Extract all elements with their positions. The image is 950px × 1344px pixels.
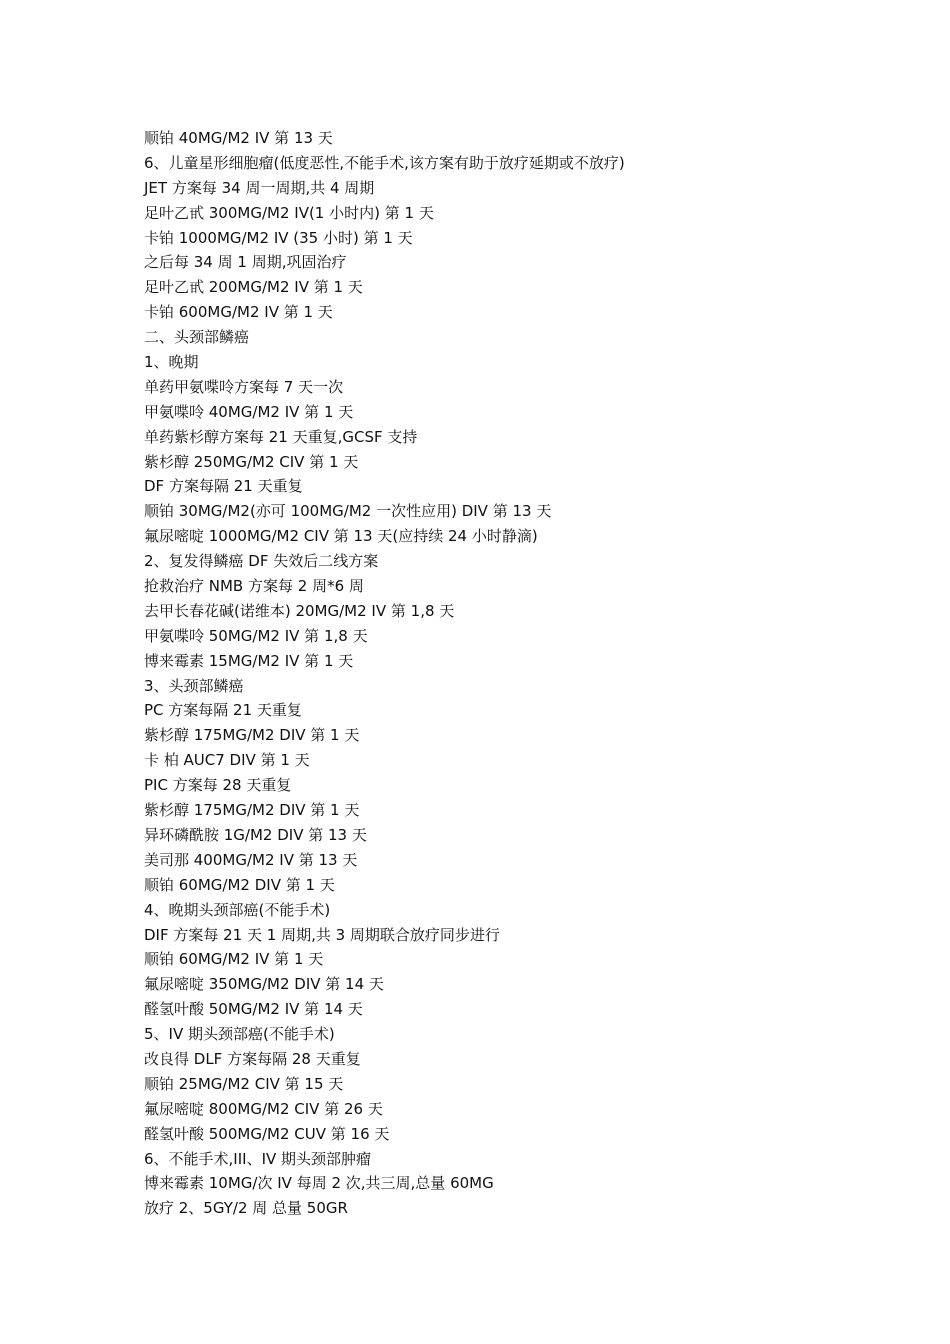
text-line: 6、不能手术,III、IV 期头颈部肿瘤 <box>144 1149 372 1168</box>
text-line: 紫杉醇 175MG/M2 DIV 第 1 天 <box>144 801 360 820</box>
text-line: 紫杉醇 250MG/M2 CIV 第 1 天 <box>144 452 359 471</box>
text-line: 醛氢叶酸 500MG/M2 CUV 第 16 天 <box>144 1124 390 1143</box>
text-line: 1、晚期 <box>144 353 199 372</box>
text-line: 单药甲氨喋呤方案每 7 天一次 <box>144 377 344 396</box>
text-line: 4、晚期头颈部癌(不能手术) <box>144 900 331 919</box>
text-line: 氟尿嘧啶 1000MG/M2 CIV 第 13 天(应持续 24 小时静滴) <box>144 527 538 546</box>
text-line: PIC 方案每 28 天重复 <box>144 776 292 795</box>
text-line: DIF 方案每 21 天 1 周期,共 3 周期联合放疗同步进行 <box>144 925 500 944</box>
text-line: 5、IV 期头颈部癌(不能手术) <box>144 1025 335 1044</box>
text-line: 卡铂 1000MG/M2 IV (35 小时) 第 1 天 <box>144 228 413 247</box>
text-line: 2、复发得鳞癌 DF 失效后二线方案 <box>144 552 379 571</box>
text-line: 氟尿嘧啶 800MG/M2 CIV 第 26 天 <box>144 1099 383 1118</box>
text-line: 抢救治疗 NMB 方案每 2 周*6 周 <box>144 577 364 596</box>
text-line: 足叶乙甙 300MG/M2 IV(1 小时内) 第 1 天 <box>144 203 434 222</box>
text-line: 美司那 400MG/M2 IV 第 13 天 <box>144 850 358 869</box>
text-line: 之后每 34 周 1 周期,巩固治疗 <box>144 253 347 272</box>
text-line: PC 方案每隔 21 天重复 <box>144 701 302 720</box>
text-line: JET 方案每 34 周一周期,共 4 周期 <box>144 178 375 197</box>
text-line: 顺铂 60MG/M2 IV 第 1 天 <box>144 950 324 969</box>
text-line: 单药紫杉醇方案每 21 天重复,GCSF 支持 <box>144 427 418 446</box>
text-line: 二、头颈部鳞癌 <box>144 328 250 347</box>
text-line: 3、头颈部鳞癌 <box>144 676 244 695</box>
text-line: 博来霉素 10MG/次 IV 每周 2 次,共三周,总量 60MG <box>144 1174 494 1193</box>
text-line: 去甲长春花碱(诺维本) 20MG/M2 IV 第 1,8 天 <box>144 601 455 620</box>
text-line: 足叶乙甙 200MG/M2 IV 第 1 天 <box>144 278 363 297</box>
text-line: 改良得 DLF 方案每隔 28 天重复 <box>144 1049 361 1068</box>
text-line: 异环磷酰胺 1G/M2 DIV 第 13 天 <box>144 825 367 844</box>
text-line: 甲氨喋呤 40MG/M2 IV 第 1 天 <box>144 402 354 421</box>
text-line: 博来霉素 15MG/M2 IV 第 1 天 <box>144 651 354 670</box>
text-line: 氟尿嘧啶 350MG/M2 DIV 第 14 天 <box>144 975 384 994</box>
text-line: 顺铂 40MG/M2 IV 第 13 天 <box>144 129 333 147</box>
text-line: 卡铂 600MG/M2 IV 第 1 天 <box>144 303 333 322</box>
text-line: 顺铂 60MG/M2 DIV 第 1 天 <box>144 875 335 894</box>
text-line: 卡 柏 AUC7 DIV 第 1 天 <box>144 751 310 770</box>
text-line: 顺铂 25MG/M2 CIV 第 15 天 <box>144 1074 344 1093</box>
document-body <box>144 126 864 1221</box>
text-line: 紫杉醇 175MG/M2 DIV 第 1 天 <box>144 726 360 745</box>
text-line: 顺铂 30MG/M2(亦可 100MG/M2 一次性应用) DIV 第 13 天 <box>144 502 552 521</box>
text-line: 6、儿童星形细胞瘤(低度恶性,不能手术,该方案有助于放疗延期或不放疗) <box>144 153 625 172</box>
text-line: 甲氨喋呤 50MG/M2 IV 第 1,8 天 <box>144 626 368 645</box>
text-line: DF 方案每隔 21 天重复 <box>144 477 303 496</box>
text-line: 放疗 2、5GY/2 周 总量 50GR <box>144 1199 348 1218</box>
text-line: 醛氢叶酸 50MG/M2 IV 第 14 天 <box>144 1000 363 1019</box>
